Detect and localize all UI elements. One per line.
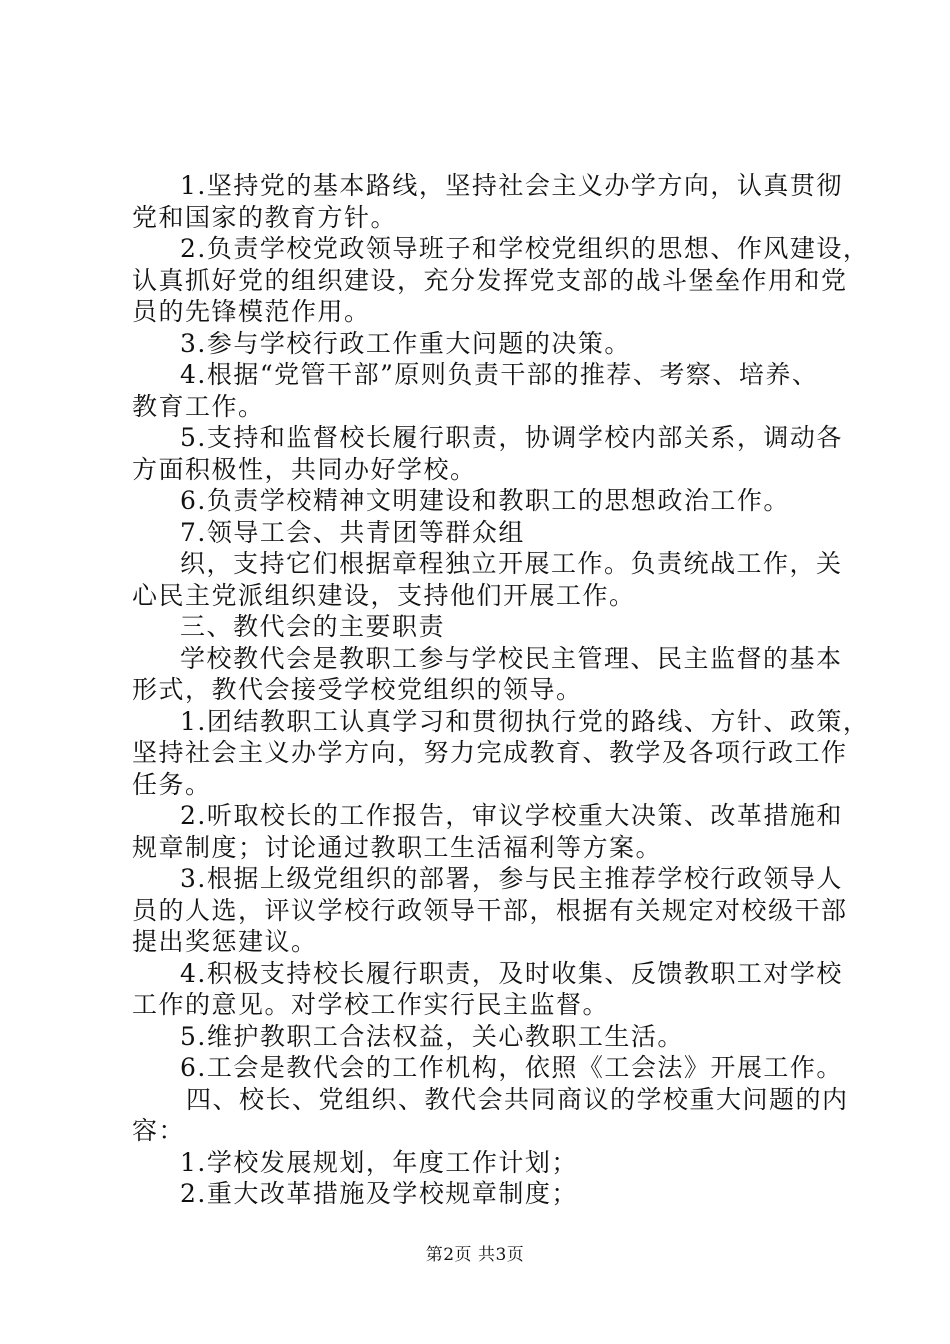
text-line: 形式，教代会接受学校党组织的领导。 — [132, 675, 583, 704]
text-line: 规章制度；讨论通过教职工生活福利等方案。 — [132, 832, 663, 862]
text-line: 方面积极性，共同办好学校。 — [132, 454, 477, 484]
text-line: 织，支持它们根据章程独立开展工作。负责统战工作，关 — [180, 549, 843, 578]
text-line: 7.领导工会、共青团等群众组 — [180, 517, 525, 547]
text-line: 教育工作。 — [132, 391, 265, 421]
text-line: 提出奖惩建议。 — [132, 927, 318, 956]
text-line: 3.根据上级党组织的部署，参与民主推荐学校行政领导人 — [180, 864, 843, 893]
text-line: 容： — [132, 1116, 186, 1145]
text-line: 1.坚持党的基本路线，坚持社会主义办学方向，认真贯彻 — [180, 171, 843, 200]
text-line: 2.负责学校党政领导班子和学校党组织的思想、作风建设， — [180, 234, 870, 263]
page-footer: 第2页 共3页 — [425, 1245, 525, 1265]
text-line: 认真抓好党的组织建设，充分发挥党支部的战斗堡垒作用和党 — [132, 265, 848, 295]
text-line: 2.听取校长的工作报告，审议学校重大决策、改革措施和 — [180, 801, 843, 830]
text-line: 5.维护教职工合法权益，关心教职工生活。 — [180, 1021, 684, 1051]
text-line: 1.团结教职工认真学习和贯彻执行党的路线、方针、政策， — [180, 706, 870, 736]
text-line: 5.支持和监督校长履行职责，协调学校内部关系，调动各 — [180, 423, 843, 452]
text-line: 6.工会是教代会的工作机构，依照《工会法》开展工作。 — [180, 1053, 843, 1082]
text-line: 心民主党派组织建设，支持他们开展工作。 — [132, 580, 636, 610]
text-line: 坚持社会主义办学方向，努力完成教育、教学及各项行政工作 — [132, 738, 848, 767]
section-heading: 四、校长、党组织、教代会共同商议的学校重大问题的内 — [186, 1084, 849, 1114]
section-heading: 三、教代会的主要职责 — [180, 612, 446, 641]
text-line: 党和国家的教育方针。 — [132, 202, 398, 232]
text-line: 2.重大改革措施及学校规章制度； — [180, 1179, 578, 1208]
text-line: 学校教代会是教职工参与学校民主管理、民主监督的基本 — [180, 643, 843, 673]
text-line: 工作的意见。对学校工作实行民主监督。 — [132, 990, 610, 1019]
text-line: 4.根据“党管干部”原则负责干部的推荐、考察、培养、 — [180, 360, 819, 389]
text-line: 任务。 — [132, 769, 212, 799]
text-line: 4.积极支持校长履行职责，及时收集、反馈教职工对学校 — [180, 958, 843, 988]
text-line: 1.学校发展规划，年度工作计划； — [180, 1147, 578, 1177]
text-line: 6.负责学校精神文明建设和教职工的思想政治工作。 — [180, 486, 790, 515]
text-line: 3.参与学校行政工作重大问题的决策。 — [180, 328, 631, 358]
text-line: 员的人选，评议学校行政领导干部，根据有关规定对校级干部 — [132, 895, 848, 925]
document-body — [132, 170, 870, 1210]
text-line: 员的先锋模范作用。 — [132, 297, 371, 326]
